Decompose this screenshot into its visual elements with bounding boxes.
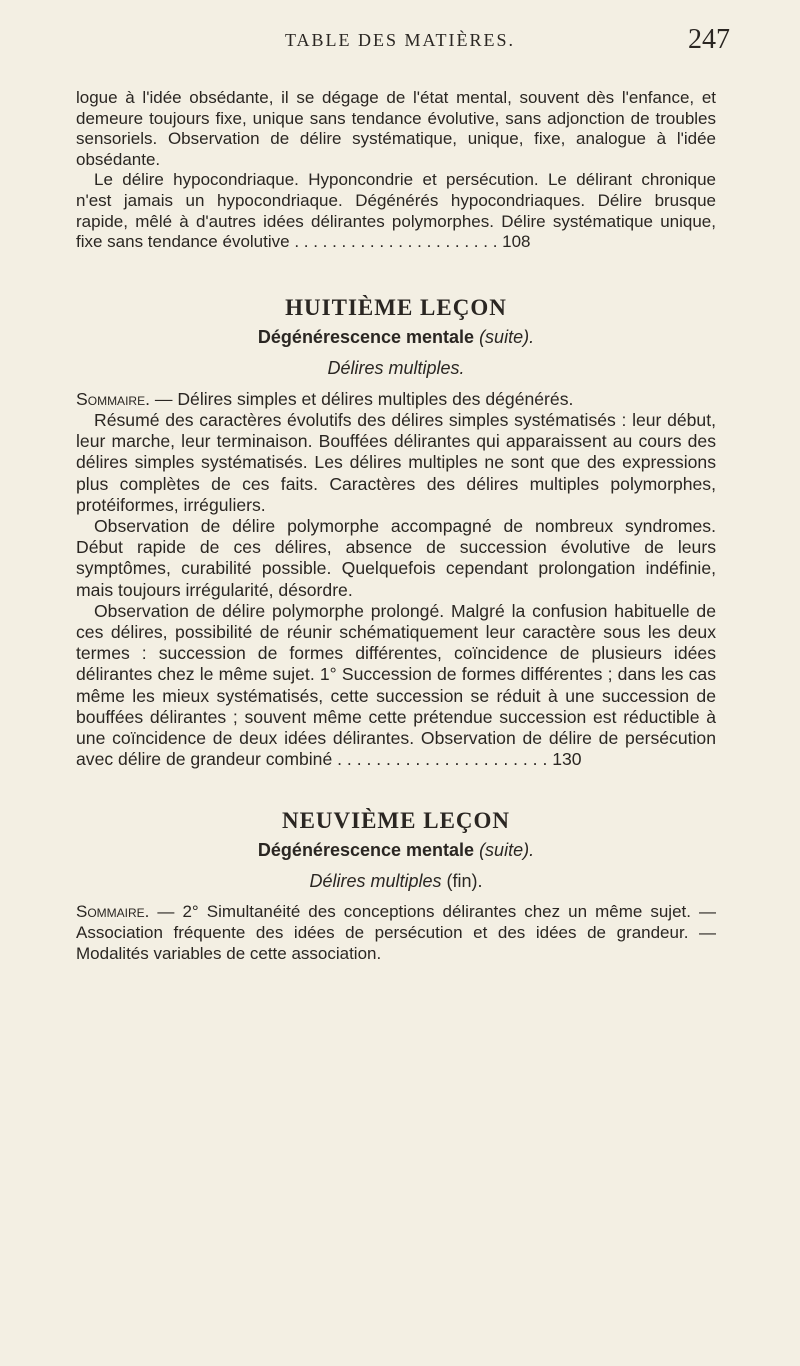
lesson-subtitle	[76, 327, 716, 348]
subtitle-suite: (suite).	[479, 840, 535, 861]
subtitle-suite: (suite).	[479, 326, 535, 347]
previous-entry-paragraph: logue à l'idée obsédante, il se dégage de l'état mental, souvent dès l'enfance, et demeure toujours fixe, unique sans tendance évolutive, sans adjonction de troubles sensoriels. Observation de délire systématique, unique, fixe, analogue à l'idée obsédante.	[76, 88, 716, 169]
topic-text: Délires multiples	[309, 871, 442, 892]
previous-entry-paragraph	[76, 170, 716, 252]
running-head	[70, 24, 730, 60]
summary-paragraph: Résumé des caractères évolutifs des délires simples systématisés : leur début, leur marche, leur terminaison. Bouffées délirantes qui apparaissent au cours des délires simples systématisés. Les délires multiples ne sont que des expressions plus complètes de ces faits. Caractères des délires multiples polymorphes, protéiformes, irréguliers.	[76, 409, 716, 515]
dot-leader: . . . . . . . . . . . . . . . . . . . . . .	[332, 749, 553, 770]
summary-paragraph: Observation de délire polymorphe accompagné de nombreux syndromes. Début rapide de ces délires, absence de succession évolutive de leurs symptômes, curabilité possible. Quelquefois cependant prolongation indéfinie, mais toujours irrégularité, désordre.	[76, 515, 716, 600]
lesson-nine	[76, 808, 716, 964]
sommaire-text: Délires simples et délires multiples des dégénérés.	[177, 388, 574, 409]
entry-text: Observation de délire polymorphe prolongé. Malgré la confusion habituelle de ces délires, possibilité de réunir schématiquement leur caractère sous les deux termes : succession de formes différentes, coïncidence de plusieurs idées délirantes chez le même sujet. 1° Succession de formes différentes ; dans les cas même les mieux systématisés, cette succession se réduit à une succession de bouffées délirantes ; souvent même cette prétendue succession est réductible à une coïncidence de deux idées délirantes. Observation de délire de persécution avec délire de grandeur combiné	[76, 600, 716, 770]
page-reference: 108	[502, 232, 531, 252]
sommaire-label: Sommaire. —	[76, 902, 175, 922]
previous-entry-continuation	[76, 88, 716, 253]
lesson-subtitle	[76, 840, 716, 861]
subtitle-text: Dégénérescence mentale	[257, 840, 475, 861]
page-number: 247	[688, 24, 730, 55]
lesson-title: NEUVIÈME LEÇON	[281, 808, 511, 834]
page-reference: 130	[552, 749, 582, 770]
sommaire-paragraph	[76, 902, 716, 964]
sommaire-text: 2° Simultanéité des conceptions délirantes chez un même sujet. — Association fréquente des idées de persécution et des idées de grandeur. — Modalités variables de cette association.	[76, 902, 716, 963]
lesson-topic: Délires multiples.	[327, 357, 465, 378]
subtitle-text: Dégénérescence mentale	[257, 326, 475, 347]
lesson-eight	[76, 295, 716, 771]
dot-leader: . . . . . . . . . . . . . . . . . . . . . .	[289, 232, 503, 252]
lesson-title: HUITIÈME LEÇON	[285, 294, 507, 320]
sommaire-label: Sommaire. —	[76, 388, 173, 409]
summary-paragraph	[76, 601, 716, 771]
sommaire-paragraph	[76, 389, 716, 410]
running-title: TABLE DES MATIÈRES.	[284, 30, 516, 50]
topic-fin: (fin).	[446, 871, 483, 892]
lesson-topic	[76, 871, 716, 892]
page-body	[76, 88, 716, 964]
entry-text: Le délire hypocondriaque. Hyponcondrie et persécution. Le délirant chronique n'est jamais un hypocondriaque. Dégénérés hypocondriaques. Délire brusque rapide, mêlé à d'autres idées délirantes polymorphes. Délire systématique unique, fixe sans tendance évolutive	[76, 170, 716, 252]
